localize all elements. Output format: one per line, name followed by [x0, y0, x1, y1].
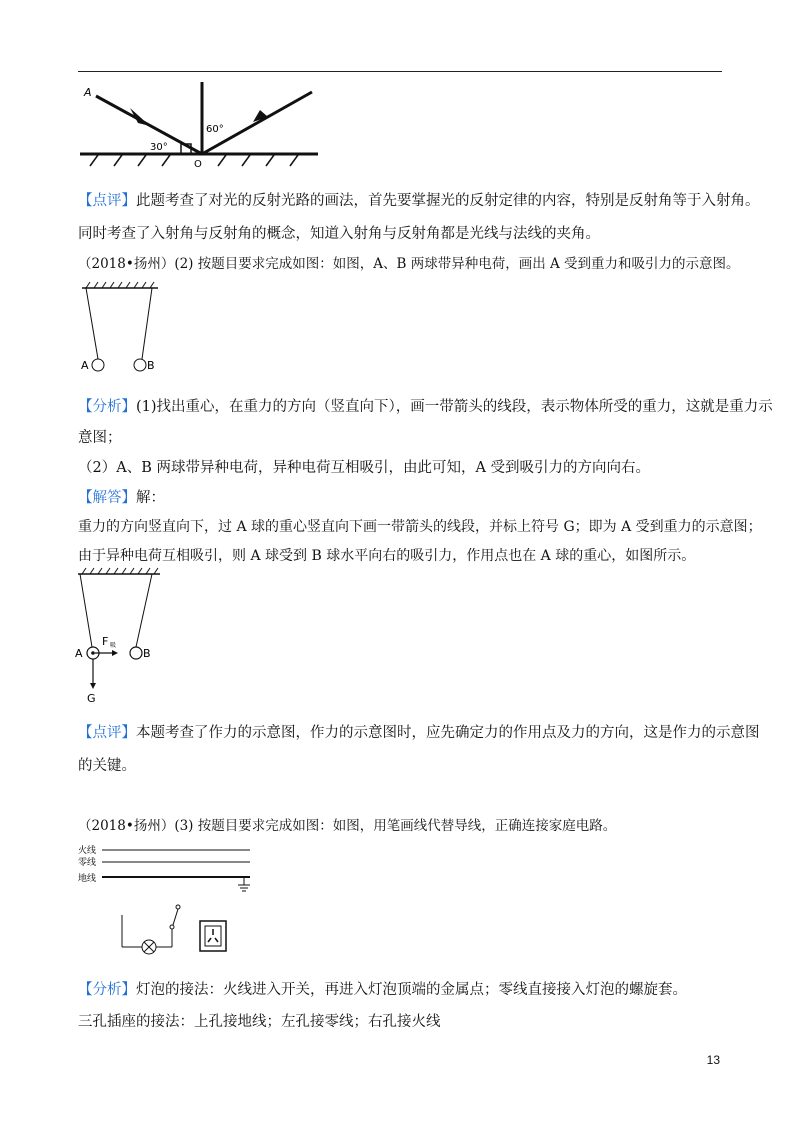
analysis-1-line-1: [78, 397, 773, 417]
answer-line-1: 重力的方向竖直向下，过 A 球的重心竖直向下画一带箭头的线段，并标上符号 G；即为 A 受到重力的示意图；: [78, 519, 762, 535]
label-60: 60°: [206, 124, 224, 135]
ball-a-label: A: [81, 359, 89, 372]
ball-b-label: B: [147, 359, 155, 372]
answer-tag: 【解答】: [78, 490, 136, 506]
analysis-1-line-3: （2）A、B 两球带异种电荷，异种电荷互相吸引，由此可知，A 受到吸引力的方向向右。: [78, 460, 651, 476]
comment-text: 此题考查了对光的反射光路的画法，首先要掌握光的反射定律的内容，特别是反射角等于入射角。: [136, 193, 760, 209]
label-a: A: [84, 86, 92, 99]
ground-wire-label: 地线: [78, 874, 97, 884]
analysis-1-line-2: 意图；: [78, 430, 122, 446]
answer-prefix: 解：: [136, 490, 165, 506]
force-diagram: [74, 564, 169, 704]
question-2: （2018•扬州）(2) 按题目要求完成如图：如图，A、B 两球带异种电荷，画出 A 受到重力和吸引力的示意图。: [78, 256, 740, 272]
household-circuit-diagram: [78, 843, 258, 958]
force-f-label: F: [102, 635, 109, 648]
analysis-2-line-2: 三孔插座的接法：上孔接地线；左孔接零线；右孔接火线: [78, 1014, 441, 1030]
label-o: O: [194, 159, 202, 170]
gravity-g-label: G: [87, 692, 96, 705]
analysis-text: (1)找出重心，在重力的方向（竖直向下），画一带箭头的线段，表示物体所受的重力，这就是重力示: [136, 399, 773, 415]
reflection-diagram: [78, 82, 328, 172]
comment-tag: 【点评】: [78, 193, 136, 209]
page-number: 13: [706, 1053, 720, 1067]
comment-text: 本题考查了作力的示意图，作力的示意图时，应先确定力的作用点及力的方向，这是作力的示意图: [136, 725, 760, 741]
analysis-2-line-1: [78, 980, 728, 1000]
force-f-subscript: 吸: [110, 642, 117, 649]
ball-b-label: B: [143, 647, 151, 660]
answer-line-2: 由于异种电荷互相吸引，则 A 球受到 B 球水平向右的吸引力，作用点也在 A 球的重心，如图所示。: [78, 548, 696, 564]
comment-tag: 【点评】: [78, 725, 136, 741]
header-rule: [78, 71, 722, 72]
question-3: （2018•扬州）(3) 按题目要求完成如图：如图，用笔画线代替导线，正确连接家庭电路。: [78, 818, 617, 834]
answer-heading: [78, 488, 728, 508]
analysis-tag: 【分析】: [78, 982, 136, 998]
comment-2-line-1: [78, 723, 760, 743]
ball-a-label: A: [75, 647, 83, 660]
hanging-balls-diagram: [78, 282, 168, 377]
comment-1-line-1: [78, 191, 760, 211]
analysis-tag: 【分析】: [78, 399, 136, 415]
analysis-text: 灯泡的接法：火线进入开关，再进入灯泡顶端的金属点；零线直接接入灯泡的螺旋套。: [136, 982, 687, 998]
fire-wire-label: 火线: [78, 846, 97, 856]
neutral-wire-label: 零线: [78, 858, 97, 868]
comment-2-line-2: 的关键。: [78, 758, 136, 774]
label-30: 30°: [150, 142, 168, 153]
comment-1-line-2: 同时考查了入射角与反射角的概念，知道入射角与反射角都是光线与法线的夹角。: [78, 226, 600, 242]
